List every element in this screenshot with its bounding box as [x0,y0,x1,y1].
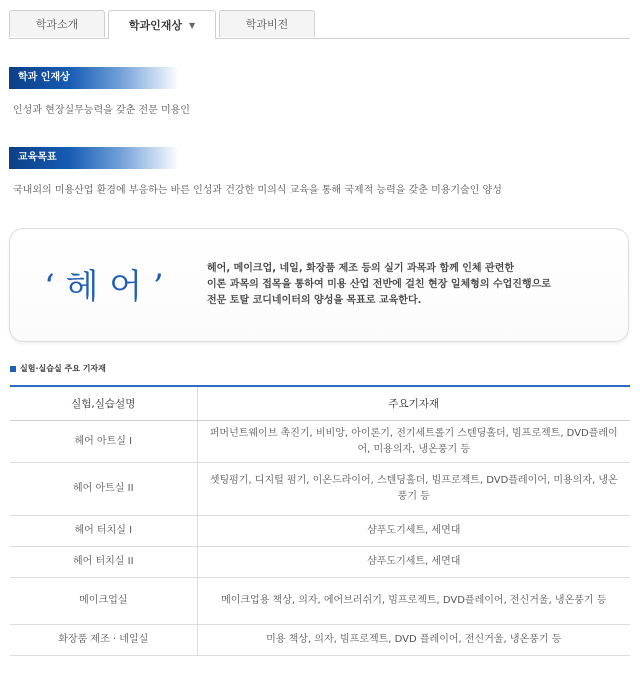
equipment-title-text: 실험·실습실 주요 기자재 [20,364,106,373]
tab-department-intro[interactable] [9,10,105,37]
column-header-equipment: 주요기자재 [197,386,630,421]
room-cell: 헤어 터치실 II [10,547,197,578]
talent-heading: 학과 인재상 [9,67,179,89]
hair-intro-box [9,228,629,342]
equipment-cell: 셋팅펌기, 디지털 펌기, 이온드라이어, 스텐딩홀더, 빔프로젝트, DVD플레이어, 미용의자, 냉온풍기 등 [197,463,630,516]
table-row [10,578,630,625]
equipment-cell: 미용 책상, 의자, 빔프로젝트, DVD 플레이어, 전신거울, 냉온풍기 등 [197,625,630,656]
table-row [10,547,630,578]
tab-label: 학과소개 [35,18,79,31]
hair-description-line: 헤어, 메이크업, 네일, 화장품 제조 등의 실기 과목과 함께 인체 관련한 [207,263,515,274]
tab-label: 학과인재상 [128,19,182,32]
talent-text: 인성과 현장실무능력을 갖춘 전문 미용인 [13,105,190,116]
room-cell: 헤어 아트실 II [10,463,197,516]
tab-department-talent[interactable] [108,10,216,39]
room-cell: 헤어 터치실 I [10,516,197,547]
hair-description-line: 이론 과목의 접목을 통하여 미용 산업 전반에 걸친 현장 일체형의 수업진행으로 [207,279,551,290]
column-header-room: 실험,실습설명 [10,386,197,421]
table-row [10,421,630,463]
table-row [10,516,630,547]
tab-department-vision[interactable] [219,10,315,37]
tab-bar [9,10,630,39]
equipment-cell: 메이크업용 책상, 의자, 에어브러쉬기, 빔프로젝트, DVD플레이어, 전신거울, 냉온풍기 등 [197,578,630,625]
goal-heading: 교육목표 [9,147,179,169]
equipment-cell: 샴푸도기세트, 세면대 [197,516,630,547]
room-cell: 메이크업실 [10,578,197,625]
equipment-table [10,385,630,656]
room-cell: 화장품 제조 · 네일실 [10,625,197,656]
square-bullet-icon [10,366,16,372]
hair-title: ‘ 헤 어 ’ [44,267,164,307]
hair-description-line: 전문 토탈 코디네이터의 양성을 목표로 교육한다. [207,295,422,306]
equipment-title [10,363,106,374]
tab-label: 학과비전 [245,18,289,31]
equipment-cell: 퍼머넌트웨이브 촉진기, 비비앙, 아이론기, 전기세트롤기 스텐딩홀더, 빔프로젝트, DVD플레이어, 미용의자, 냉온풍기 등 [197,421,630,463]
table-row [10,625,630,656]
hair-description [207,261,612,309]
table-row [10,463,630,516]
chevron-down-icon: ▼ [188,20,196,30]
goal-text: 국내외의 미용산업 환경에 부응하는 바른 인성과 건강한 미의식 교육을 통해 국제적 능력을 갖춘 미용기술인 양성 [13,185,502,196]
table-header-row [10,386,630,421]
equipment-cell: 샴푸도기세트, 세면대 [197,547,630,578]
room-cell: 헤어 아트실 I [10,421,197,463]
